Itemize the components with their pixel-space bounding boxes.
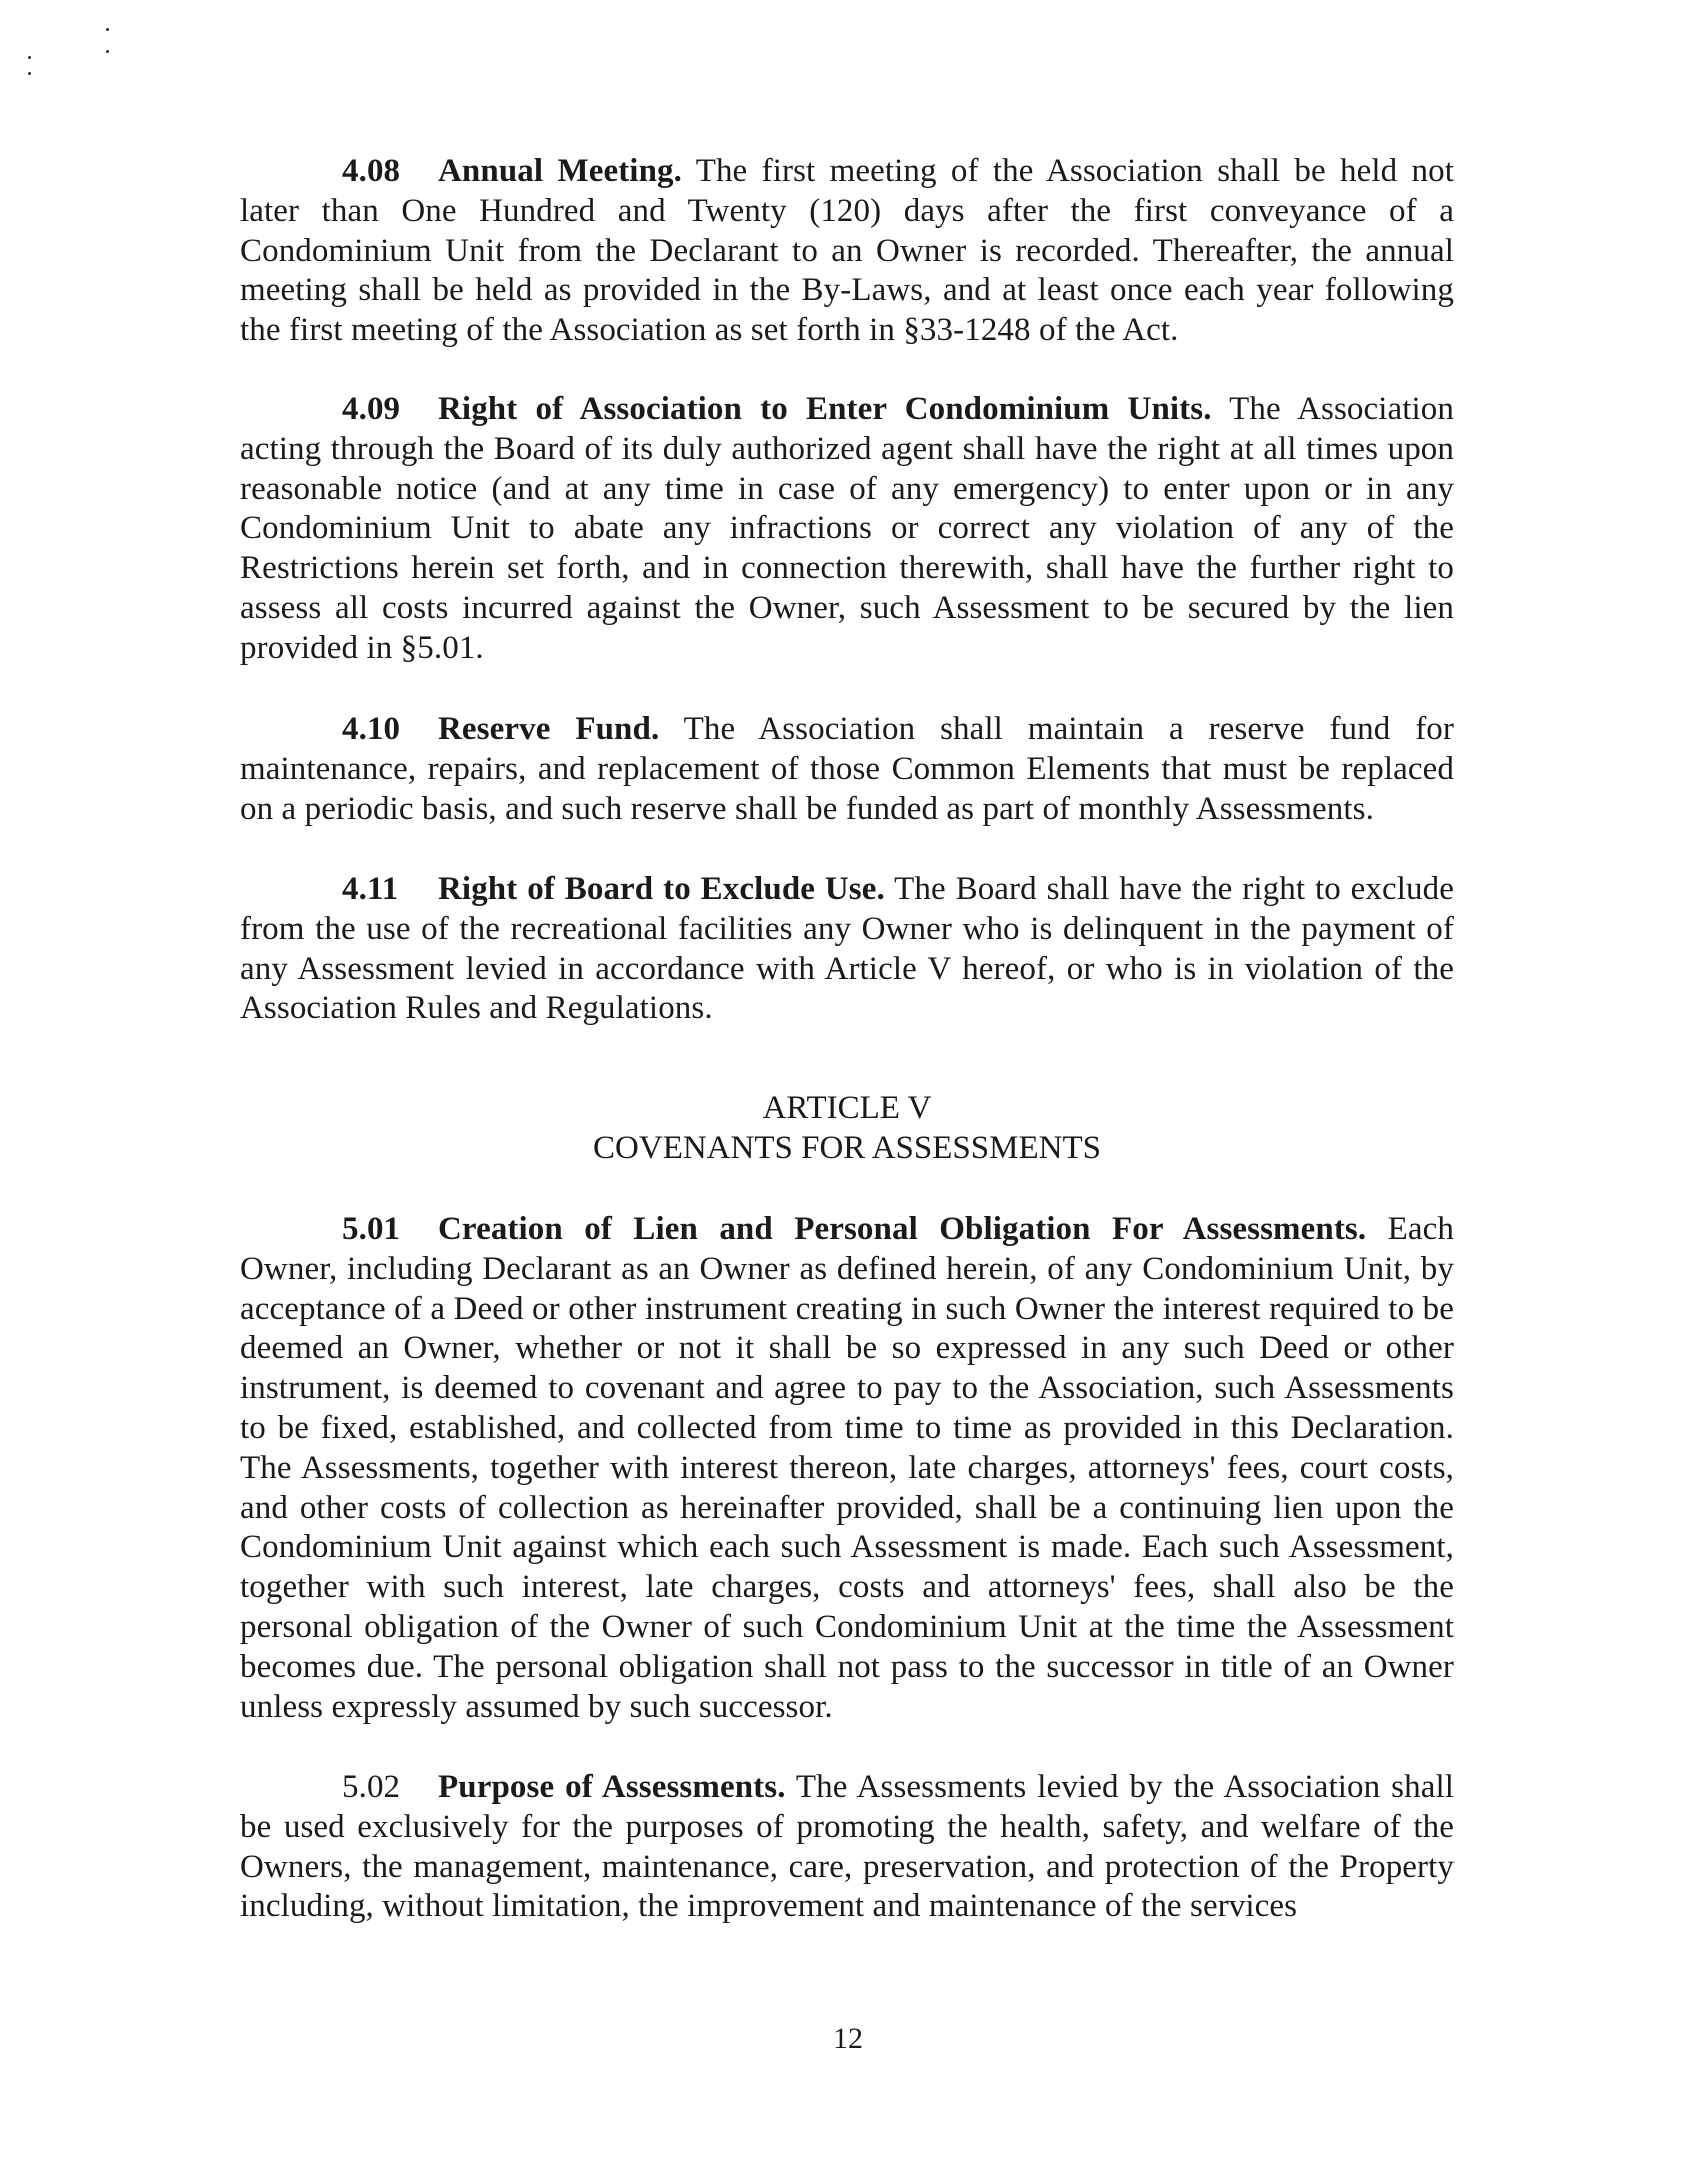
section-heading: Right of Board to Exclude Use. [438, 871, 885, 907]
section-4-09 [240, 390, 1454, 669]
section-text: The Board shall have the right to exclude from the use of the recreational facilities any Owner who is delinquent in the payment of any Assessment levied in accordance with Article V hereof, or who is in violation of the Association Rules and Regulations. [240, 871, 1454, 1027]
section-text: The first meeting of the Association shall be held not later than One Hundred and Twenty (120) days after the first conveyance of a Condominium Unit from the Declarant to an Owner is recorded. Thereafter, the annual meeting shall be held as provided in the By-Laws, and at least once each year following the first meeting of the Association as set forth in §33-1248 of the Act. [240, 153, 1454, 349]
scan-speck [106, 28, 109, 31]
article-number: ARTICLE V [762, 1090, 932, 1126]
article-title: COVENANTS FOR ASSESSMENTS [593, 1130, 1101, 1166]
scan-speck [28, 56, 31, 59]
section-heading: Reserve Fund. [438, 711, 660, 747]
section-4-08 [240, 152, 1454, 351]
section-number: 4.11 [342, 871, 399, 907]
section-5-02 [240, 1768, 1454, 1927]
section-heading: Right of Association to Enter Condominium Units. [438, 391, 1212, 427]
scan-speck [106, 50, 109, 53]
section-number: 4.09 [342, 391, 401, 427]
section-number: 4.08 [342, 153, 401, 189]
section-heading: Purpose of Assessments. [438, 1769, 786, 1805]
section-text: The Association shall maintain a reserve fund for maintenance, repairs, and replacement of those Common Elements that must be replaced on a periodic basis, and such reserve shall be funded as part of monthly Assessments. [240, 711, 1454, 827]
section-text: The Assessments levied by the Association shall be used exclusively for the purposes of promoting the health, safety, and welfare of the Owners, the management, maintenance, care, preservation, and protection of the Property including, without limitation, the improvement and maintenance of the services [240, 1769, 1454, 1925]
scan-speck [28, 72, 31, 75]
section-number: 5.01 [342, 1211, 401, 1247]
section-5-01 [240, 1210, 1454, 1727]
section-text: The Association acting through the Board of its duly authorized agent shall have the right at all times upon reasonable notice (and at any time in case of any emergency) to enter upon or in any Condominium Unit to abate any infractions or correct any violation of any of the Restrictions herein set forth, and in connection therewith, shall have the further right to assess all costs incurred against the Owner, such Assessment to be secured by the lien provided in §5.01. [240, 391, 1455, 666]
section-text: Each Owner, including Declarant as an Owner as defined herein, of any Condominium Unit, by acceptance of a Deed or other instrument creating in such Owner the interest required to be deemed an Owner, whether or not it shall be so expressed in any such Deed or other instrument, is deemed to covenant and agree to pay to the Association, such Assessments to be fixed, established, and collected from time to time as provided in this Declaration. The Assessments, together with interest thereon, late charges, attorneys' fees, court costs, and other costs of collection as hereinafter provided, shall be a continuing lien upon the Condominium Unit against which each such Assessment is made. Each such Assessment, together with such interest, late charges, costs and attorneys' fees, shall also be the personal obligation of the Owner of such Condominium Unit at the time the Assessment becomes due. The personal obligation shall not pass to the successor in title of an Owner unless expressly assumed by such successor. [240, 1211, 1454, 1725]
section-number: 4.10 [342, 711, 401, 747]
section-number: 5.02 [342, 1769, 401, 1805]
section-heading: Annual Meeting. [438, 153, 682, 189]
section-heading: Creation of Lien and Personal Obligation For Assessments. [438, 1211, 1367, 1247]
page-number: 12 [833, 2022, 863, 2055]
section-4-10 [240, 710, 1454, 829]
section-4-11 [240, 870, 1454, 1029]
